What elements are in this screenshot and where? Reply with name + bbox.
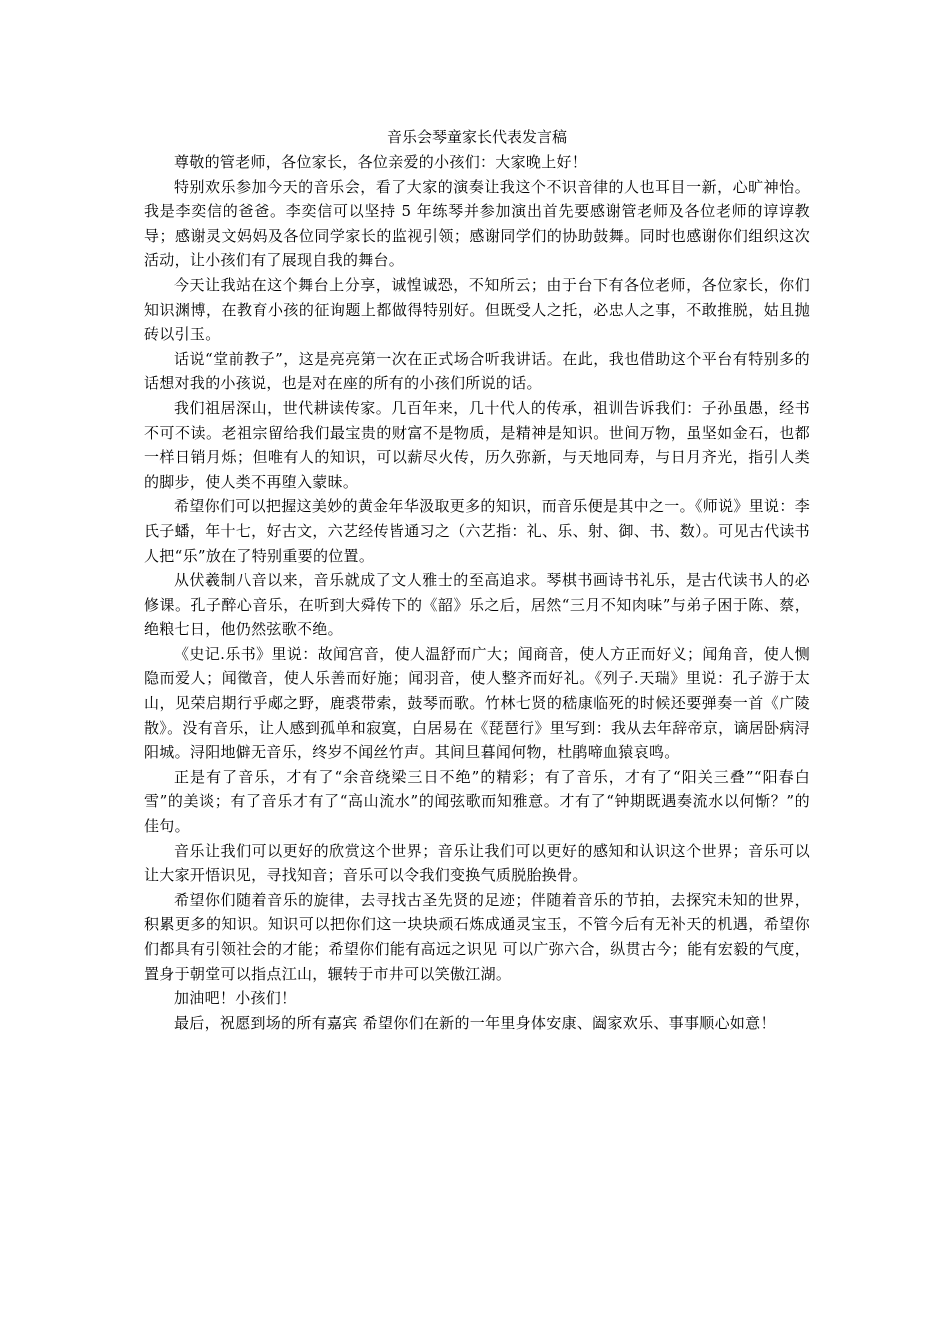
paragraph-teaching: 话说“堂前教子”，这是亮亮第一次在正式场合听我讲话。在此，我也借助这个平台有特别多的话想对我的小孩说，也是对在座的所有的小孩们所说的话。 xyxy=(144,349,810,393)
paragraph-six-arts: 希望你们可以把握这美妙的黄金年华汲取更多的知识，而音乐便是其中之一。《师说》里说：李氏子蟠，年十七，好古文，六艺经传皆通习之（六艺指：礼、乐、射、御、书、数）。可见古代读书人把“乐”放在了特别重要的位置。 xyxy=(144,497,810,565)
paragraph-cheer: 加油吧！小孩们！ xyxy=(174,989,297,1008)
paragraph-greeting: 尊敬的管老师，各位家长，各位亲爱的小孩们：大家晚上好！ xyxy=(174,153,588,171)
paragraph-opening: 特别欢乐参加今天的音乐会，看了大家的演奏让我这个不识音律的人也耳目一新，心旷神怡。我是李奕信的爸爸。李奕信可以坚持 5 年练琴并参加演出首先要感谢管老师及各位老师的谆谆教导；感谢灵文妈妈及各位同学家长的监视引领；感谢同学们的协助鼓舞。同时也感谢你们组织这次活动，让小孩们有了展现自我的舞台。 xyxy=(144,177,810,270)
document-title: 音乐会琴童家长代表发言稿 xyxy=(386,128,567,146)
paragraph-confucius: 从伏羲制八音以来，音乐就成了文人雅士的至高追求。琴棋书画诗书礼乐，是古代读书人的必修课。孔子醉心音乐，在听到大舜传下的《韶》乐之后，居然“三月不知肉味”与弟子困于陈、蔡，绝粮七日，他仍然弦歌不绝。 xyxy=(144,571,810,639)
document-page xyxy=(144,124,810,1035)
paragraph-sharing: 今天让我站在这个舞台上分享，诚惶诚恐，不知所云；由于台下有各位老师，各位家长，你们知识渊博，在教育小孩的征询题上都做得特别好。但既受人之托，必忠人之事，不敢推脱，姑且抛砖以引玉。 xyxy=(144,275,810,344)
paragraph-ancestry: 我们祖居深山，世代耕读传家。几百年来，几十代人的传承，祖训告诉我们：子孙虽愚，经书不可不读。老祖宗留给我们最宝贵的财富不是物质，是精神是知识。世间万物，虽坚如金石，也都一样日销月烁；但唯有人的知识，可以薪尽火传，历久弥新，与天地同寿，与日月齐光，指引人类的脚步，使人类不再堕入蒙昧。 xyxy=(144,398,810,491)
paragraph-music-stories: 正是有了音乐，才有了“余音绕梁三日不绝”的精彩；有了音乐，才有了“阳关三叠”“阳春白雪”的美谈；有了音乐才有了“高山流水”的闻弦歌而知雅意。才有了“钟期既遇奏流水以何惭？”的佳句。 xyxy=(144,767,810,836)
paragraph-hopes: 希望你们随着音乐的旋律，去寻找古圣先贤的足迹；伴随着音乐的节拍，去探究未知的世界，积累更多的知识。知识可以把你们这一块块顽石炼成通灵宝玉，不管今后有无补天的机遇，希望你们都具有引领社会的才能；希望你们能有高远之识见 可以广弥六合，纵贯古今；能有宏毅的气度，置身于朝堂可以指点江山，辗转于市井可以笑傲江湖。 xyxy=(144,890,810,983)
paragraph-classics: 《史记.乐书》里说：故闻宫音，使人温舒而广大；闻商音，使人方正而好义；闻角音，使人恻隐而爱人；闻徵音，使人乐善而好施；闻羽音，使人整齐而好礼。《列子.天瑞》里说：孔子游于太山，见荣启期行乎郕之野，鹿裘带索，鼓琴而歌。竹林七贤的嵇康临死的时候还要弹奏一首《广陵散》。没有音乐，让人感到孤单和寂寞，白居易在《琵琶行》里写到：我从去年辞帝京，谪居卧病浔阳城。浔阳地僻无音乐，终岁不闻丝竹声。其间旦暮闻何物，杜鹃啼血猿哀鸣。 xyxy=(144,644,810,762)
paragraph-music-benefits: 音乐让我们可以更好的欣赏这个世界；音乐让我们可以更好的感知和认识这个世界；音乐可以让大家开悟识见，寻找知音；音乐可以令我们变换气质脱胎换骨。 xyxy=(144,841,810,885)
paragraph-closing: 最后，祝愿到场的所有嘉宾 希望你们在新的一年里身体安康、阖家欢乐、事事顺心如意！ xyxy=(174,1013,776,1032)
